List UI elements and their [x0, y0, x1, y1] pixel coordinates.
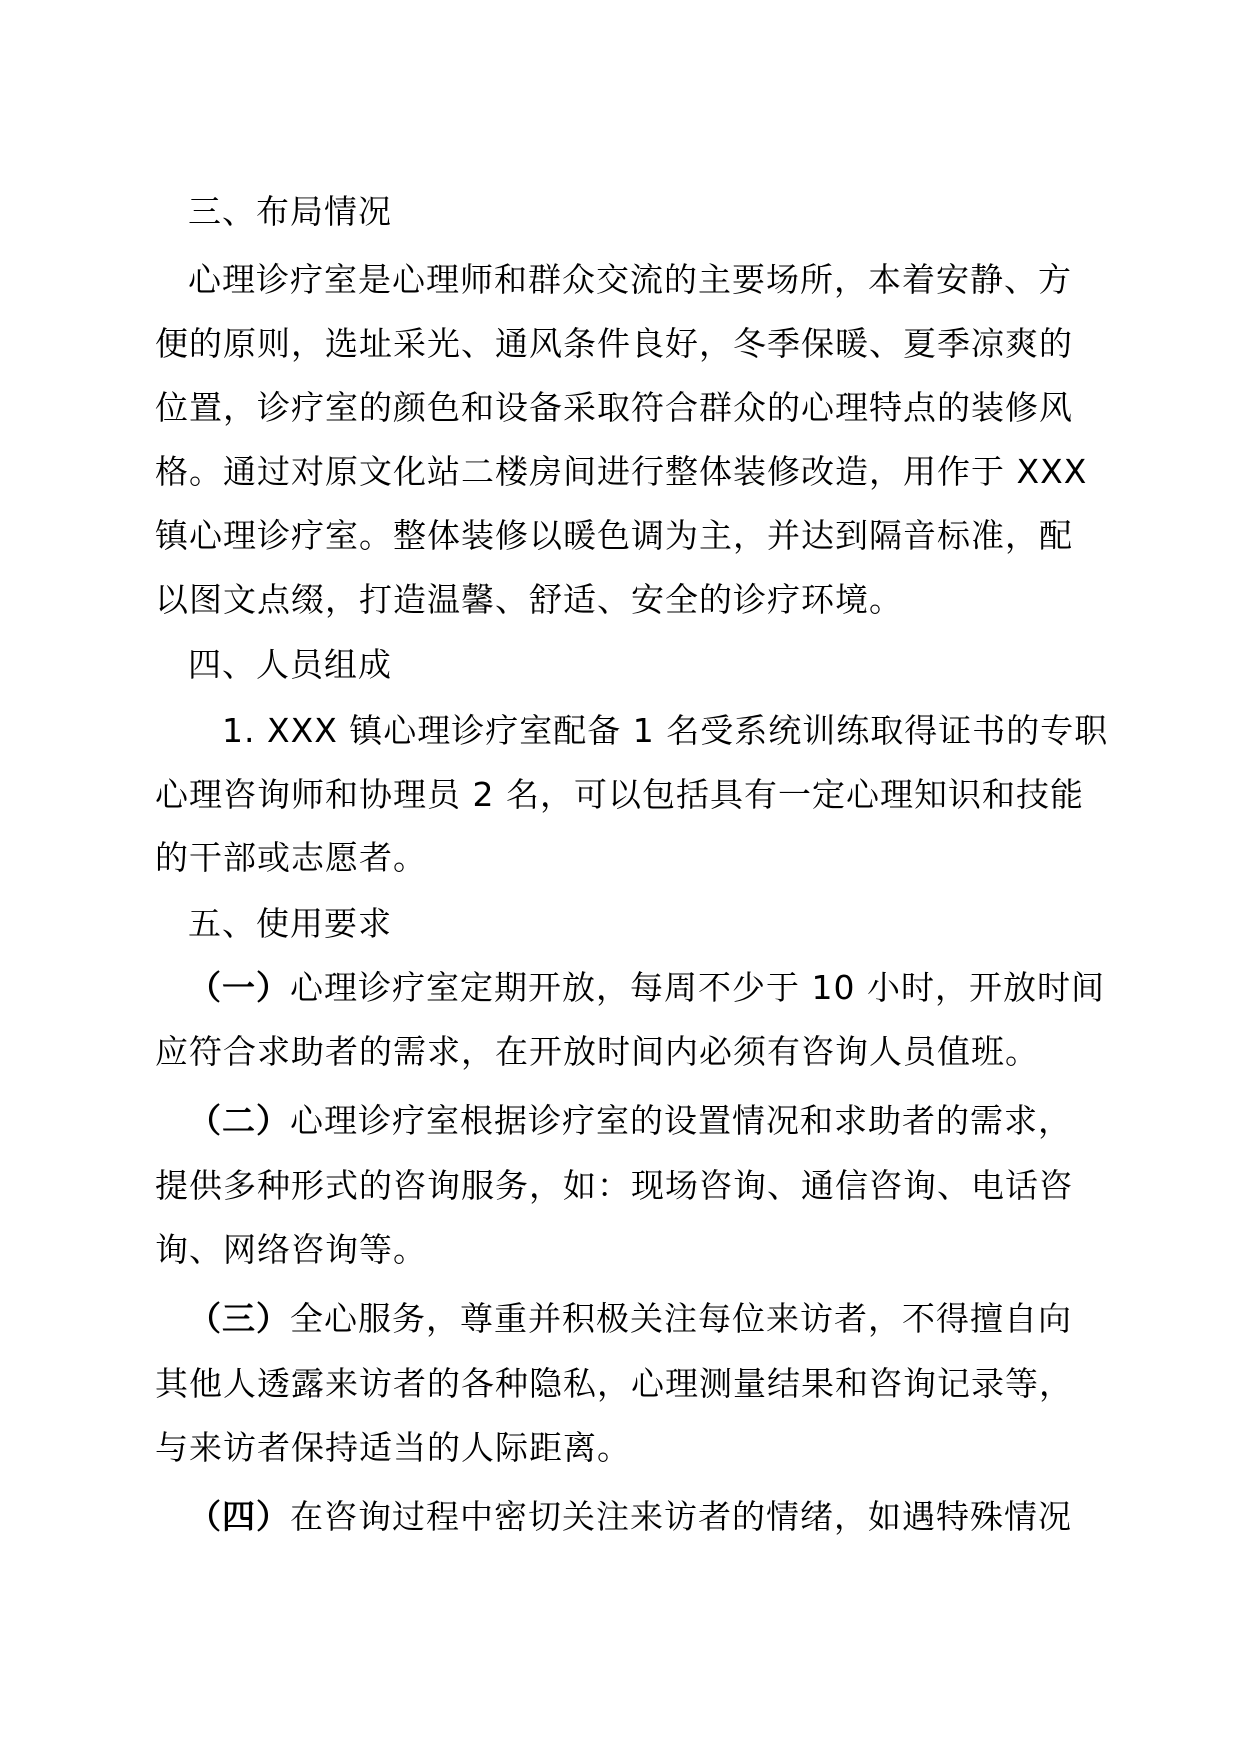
list-item [188, 1299, 1118, 1339]
body-line: 以图文点缀，打造温馨、舒适、安全的诊疗环境。 [155, 580, 903, 619]
item-text: 心理诊疗室定期开放，每周不少于 10 小时，开放时间 [290, 968, 1105, 1007]
item-number: （三） [188, 1299, 290, 1338]
body-line: 心理咨询师和协理员 2 名，可以包括具有一定心理知识和技能 [155, 775, 1084, 814]
item-text: 全心服务，尊重并积极关注每位来访者，不得擅自向 [290, 1299, 1072, 1338]
item-number: （一） [188, 968, 290, 1007]
body-line: 格。通过对原文化站二楼房间进行整体装修改造，用作于 XXX [155, 452, 1088, 491]
list-item [188, 1497, 1118, 1537]
body-line: 镇心理诊疗室。整体装修以暖色调为主，并达到隔音标准，配 [155, 516, 1073, 555]
body-line: 提供多种形式的咨询服务，如：现场咨询、通信咨询、电话咨 [155, 1166, 1073, 1205]
list-item [188, 1101, 1118, 1141]
body-line: 询、网络咨询等。 [155, 1230, 427, 1269]
list-item [188, 968, 1118, 1008]
body-line: 1. XXX 镇心理诊疗室配备 1 名受系统训练取得证书的专职 [222, 711, 1109, 750]
body-line: 的干部或志愿者。 [155, 838, 427, 877]
body-line: 应符合求助者的需求，在开放时间内必须有咨询人员值班。 [155, 1032, 1039, 1071]
item-text: 在咨询过程中密切关注来访者的情绪，如遇特殊情况 [290, 1497, 1072, 1536]
item-number: （四） [188, 1497, 290, 1536]
body-line: 便的原则，选址采光、通风条件良好，冬季保暖、夏季凉爽的 [155, 324, 1073, 363]
body-line: 心理诊疗室是心理师和群众交流的主要场所，本着安静、方 [188, 260, 1072, 299]
section-heading-requirements: 五、使用要求 [188, 904, 392, 943]
body-line: 与来访者保持适当的人际距离。 [155, 1428, 631, 1467]
item-number: （二） [188, 1101, 290, 1140]
item-text: 心理诊疗室根据诊疗室的设置情况和求助者的需求， [290, 1101, 1072, 1140]
section-heading-staff: 四、人员组成 [188, 645, 392, 684]
section-heading-layout: 三、布局情况 [188, 192, 392, 231]
body-line: 位置，诊疗室的颜色和设备采取符合群众的心理特点的装修风 [155, 388, 1073, 427]
body-line: 其他人透露来访者的各种隐私，心理测量结果和咨询记录等， [155, 1364, 1073, 1403]
